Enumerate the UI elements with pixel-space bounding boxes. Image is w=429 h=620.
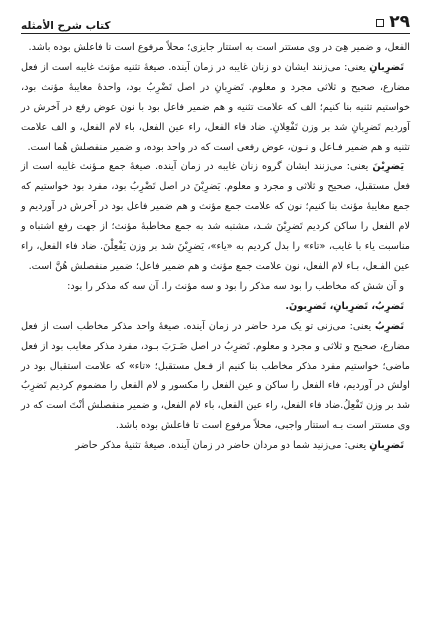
paragraph-7 — [21, 436, 410, 456]
paragraph-body: یعنی: می‌زنند ایشان دو زنان غایبه در زمان آینده. صیغهٔ تثنیه مؤنث غایبه است از فعل مضارع، صحیح و ثلاثی مجرد و معلوم. تَضرِبانِ در اصل تَضْرِبُ بود، واحدهٔ مغایبهٔ مؤنث بود، خواستیم تثنیه بنا کنیم؛ الف که علامت تثنیه و هم ضمیر فاعل بود با نون عوض رفع در آخرش در آوردیم تَضرِبانِ شد بر وزن تَفْعِلانِ. ضاد فاء الفعل، راء عین الفعل، باء لام الفعل، و الف علامت تثنیه و هم ضمیر فـاعل و نـون، عوض رفعی است که در واحد بوده، و ضمیر منفصلش هُما است. — [21, 61, 410, 153]
paragraph-6 — [21, 317, 410, 436]
header-number-group — [376, 14, 410, 31]
paragraph-body: یعنی: می‌زنید شما دو مردان حاضر در زمان آینده. صیغهٔ تثنیهٔ مذکر حاضر — [75, 440, 370, 452]
body-text — [21, 38, 410, 456]
paragraph-body: یعنی: می‌زنند ایشان گروه زنان غایبه در زمان آینده. صیغهٔ جمع مـؤنث غایبه است از فعل مستقبل، صحیح و ثلاثی و مجرد و معلوم. یَضرِبْنَ در اصل تَضْرِبُ بود، مفرد بود خواستیم که جمع مغایبهٔ مؤنث بنا کنیم؛ نون که علامت جمع مؤنث و هم ضمیر فاعل بود در آخرش در آوردیم و لام الفعل را ساکن کردیم تَضرِبْنَ شـد، مشتبه شد به جمع مخاطبهٔ مؤنث؛ از جهت رفع اشتباه و مناسبت یاء با غایب، «تاء» را بدل کردیم به «یاء»، یَضرِبْنَ شد بر وزن یَفْعِلْنَ. ضاد فاء الفعل، راء عین الفـعل، بـاء لام الفعل، نون علامت جمع مؤنث و هم ضمیر فاعل؛ ضمیر منفصلش هُنَّ است. — [21, 161, 410, 272]
paragraph-4 — [21, 277, 410, 297]
paragraph-5 — [21, 297, 410, 317]
book-title: کتاب شرح الأمثله — [21, 19, 111, 32]
paragraph-body: یعنی: می‌زنی تو یک مرد حاضر در زمان آینده. صیغهٔ واحد مذکر مخاطب است از فعل مضارع، صحیح و ثلاثی و مجرد و معلوم. تَضرِبُ در اصل ضَـرَبَ بـود، مفرد مذکر مغایب بود از فعل ماضی؛ خواستیم مفرد مذکر مخاطب بنا کنیم از فـعل مستقبل؛ «تاء» که علامت استقبال بود در اولش در آوردیم، فاء الفعل را ساکن و عین الفعل را مکسور و لام الفعل را مضموم کردیم تَضرِبُ شد بر وزن تَفْعِلُ.ضاد فاء الفعل، راء عین الفعل، باء لام الفعل، و ضمیر منفصلش أنْتَ است که در وی مستتر است بـه استتار واجبی، محلاً مرفوع است تا فاعلش بوده باشد. — [21, 320, 410, 432]
paragraph-body: الفعل، و ضمیر هِیَ در وی مستتر است به استتار جایزی؛ محلاً مرفوع است تا فاعلش بوده باشد. — [28, 42, 410, 53]
paragraph-term: تَضرِبُ — [375, 320, 404, 332]
page-header — [21, 6, 410, 34]
paragraph-term: یَضرِبْنَ — [372, 161, 404, 173]
paragraph-term: تَضرِبانِ — [369, 61, 404, 73]
paragraph-body: و آن شش که مخاطب را بود سه مذکر را بود و سه مؤنث را. آن سه که مذکر را بود: — [67, 280, 404, 292]
paragraph-term: تَضرِبانِ — [369, 440, 404, 452]
page-number: ۲۹ — [389, 12, 410, 32]
square-ornament-icon — [376, 19, 384, 27]
paragraph-3 — [21, 157, 410, 276]
paragraph-term: تَضرِبُ، تَضرِبانِ، تَضرِبونَ. — [285, 300, 404, 312]
paragraph-1 — [21, 38, 410, 58]
paragraph-2 — [21, 58, 410, 158]
